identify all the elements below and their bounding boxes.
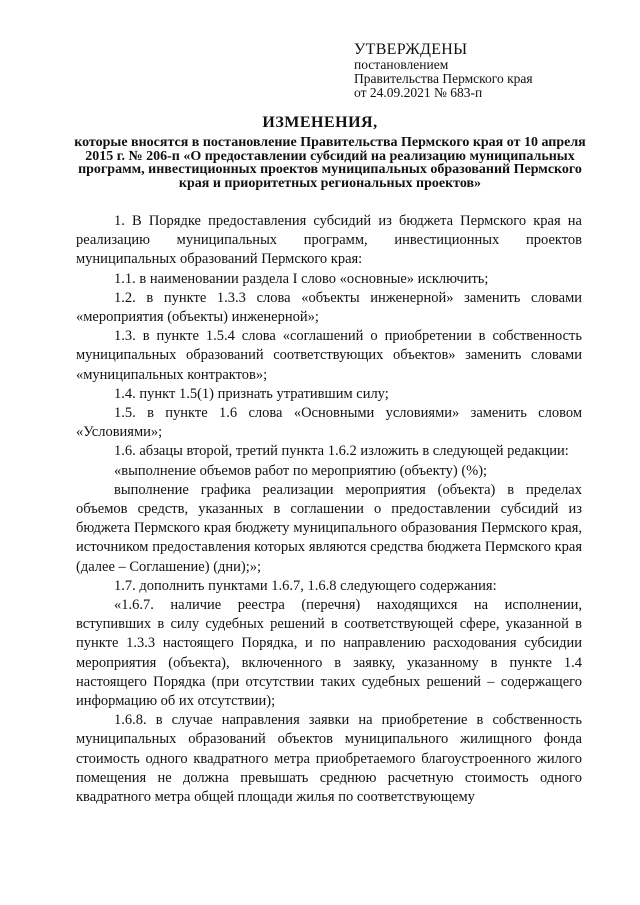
paragraph-1-1: 1.1. в наименовании раздела I слово «основные» исключить; [114,270,489,287]
paragraph-1-2: 1.2. в пункте 1.3.3 слова «объекты инженерной» заменить словами «мероприятия (объекты) инженерной»; [76,289,582,326]
approval-line-2: Правительства Пермского края [354,71,533,86]
approval-line-1: постановлением [354,57,449,72]
paragraph-quote-2: выполнение графика реализации мероприятия (объекта) в пределах объемов средств, указанных в соглашении о предоставлении субсидий из бюджета Пермского края бюджету муниципального образования Пермского края, источником предоставления которых являются средства бюджета Пермского края (далее – Соглашение) (дни);»; [76,481,582,575]
document-subtitle: которые вносятся в постановление Правительства Пермского края от 10 апреля 2015 г. № 206-п «О предоставлении субсидий на реализацию муниципальных программ, инвестиционных проектов муниципальных образований Пермского края и приоритетных региональных проектов» [74,135,586,191]
paragraph-1-4: 1.4. пункт 1.5(1) признать утратившим силу; [114,385,389,402]
paragraph-1: 1. В Порядке предоставления субсидий из бюджета Пермского края на реализацию муниципальных программ, инвестиционных проектов муниципальных образований Пермского края: [76,213,582,268]
document-title: ИЗМЕНЕНИЯ, [262,114,378,131]
paragraph-1-3: 1.3. в пункте 1.5.4 слова «соглашений о приобретении в собственность муниципальных образований соответствующих объектов» заменить словами «муниципальных контрактов»; [76,328,582,383]
paragraph-1-5: 1.5. в пункте 1.6 слова «Основными условиями» заменить словом «Условиями»; [76,405,582,441]
paragraph-1-7: 1.7. дополнить пунктами 1.6.7, 1.6.8 следующего содержания: [114,577,497,594]
paragraph-1-6-8: 1.6.8. в случае направления заявки на приобретение в собственность муниципальных образований объектов муниципального жилищного фонда стоимость одного квадратного метра приобретаемого благоустроенного жилого помещения не должна превышать среднюю расчетную стоимость одного квадратного метра общей площади жилья по соответствующему [76,712,582,806]
approval-stamp [354,42,594,100]
approval-line-3: от 24.09.2021 № 683-п [354,85,483,100]
paragraph-1-6-7: «1.6.7. наличие реестра (перечня) находящихся на исполнении, вступивших в силу судебных решений в соответствующей сфере, указанной в пункте 1.3.3 настоящего Порядка, и по направлению расходования субсидии мероприятия (объекта), включенного в заявку, указанному в пункте 1.4 настоящего Порядка (при отсутствии таких судебных решений – содержащего информацию об их отсутствии); [76,597,582,710]
document-body [76,212,582,807]
approval-title: УТВЕРЖДЕНЫ [354,41,468,58]
paragraph-quote-1: «выполнение объемов работ по мероприятию (объекту) (%); [114,462,488,479]
paragraph-1-6: 1.6. абзацы второй, третий пункта 1.6.2 изложить в следующей редакции: [114,443,569,460]
